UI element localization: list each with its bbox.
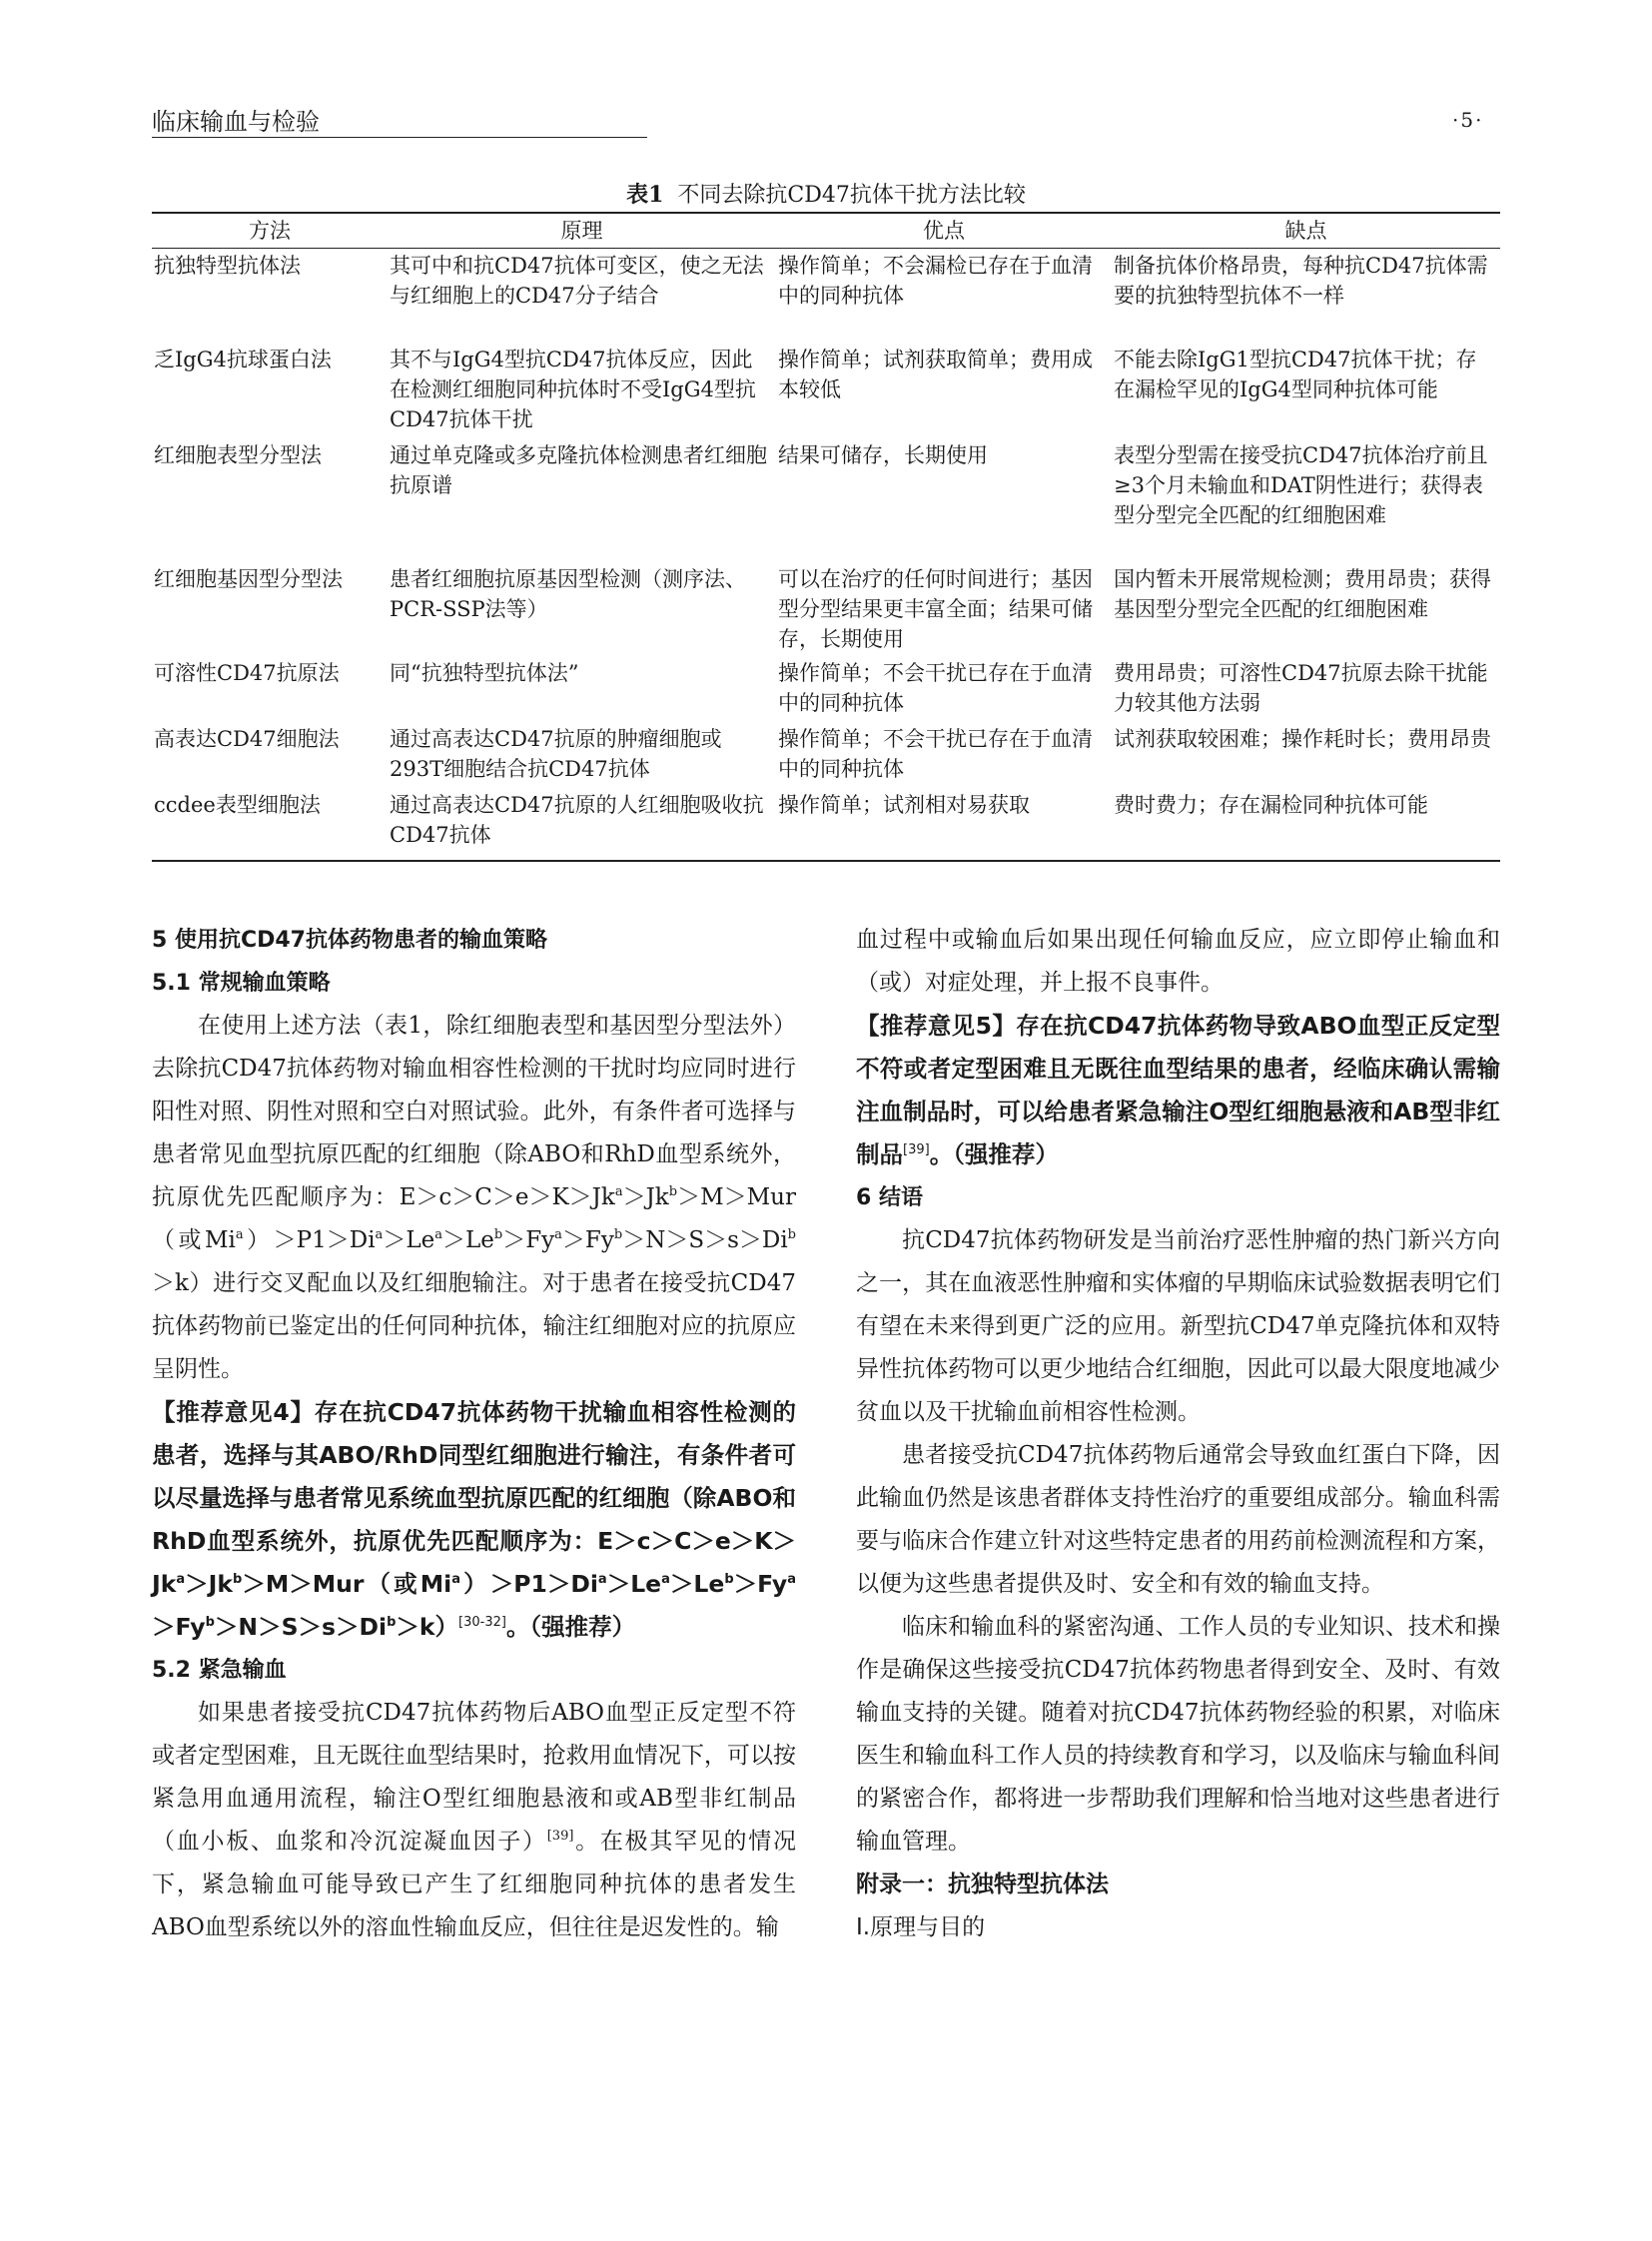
table-cell: 操作简单；试剂获取简单；费用成本较低 [778, 347, 1093, 401]
body-paragraph: 如果患者接受抗CD47抗体药物后ABO血型正反定型不符或者定型困难，且无既往血型结果时，抢救用血情况下，可以按紧急用血通用流程，输注O型红细胞悬液和或AB型非红制品（血小板、血浆和冷沉淀凝血因子）[39]。在极其罕见的情况下，紧急输血可能导致已产生了红细胞同种抗体的患者发生ABO血型系统以外的溶血性输血反应，但往往是迟发性的。输 [152, 1700, 797, 1940]
body-paragraph: 临床和输血科的紧密沟通、工作人员的专业知识、技术和操作是确保这些接受抗CD47抗体药物患者得到安全、及时、有效输血支持的关键。随着对抗CD47抗体药物经验的积累，对临床医生和输血科工作人员的持续教育和学习，以及临床与输血科间的紧密合作，都将进一步帮助我们理解和恰当地对这些患者进行输血管理。 [856, 1614, 1500, 1855]
table-cell: 红细胞表型分型法 [154, 442, 322, 467]
column-header: 缺点 [1112, 213, 1500, 249]
appendix-heading: 附录一：抗独特型抗体法 [856, 1871, 1109, 1897]
table-cell: 红细胞基因型分型法 [154, 566, 343, 591]
citation: [39] [903, 1142, 930, 1157]
table-cell: 同“抗独特型抗体法” [390, 660, 579, 685]
recommendation-5: 【推荐意见5】存在抗CD47抗体药物导致ABO血型正反定型不符或者定型困难且无既往血型结果的患者，经临床确认需输注血制品时，可以给患者紧急输注O型红细胞悬液和AB型非红制品[39]。（强推荐） [856, 1012, 1500, 1168]
page-number: ·5· [1452, 108, 1484, 132]
table-cell: 费用昂贵；可溶性CD47抗原去除干扰能力较其他方法弱 [1114, 660, 1488, 715]
body-paragraph: 抗CD47抗体药物研发是当前治疗恶性肿瘤的热门新兴方向之一，其在血液恶性肿瘤和实体瘤的早期临床试验数据表明它们有望在未来得到更广泛的应用。新型抗CD47单克隆抗体和双特异性抗体药物可以更少地结合红细胞，因此可以最大限度地减少贫血以及干扰输血前相容性检测。 [856, 1227, 1500, 1425]
table-cell: 表型分型需在接受抗CD47抗体治疗前且≥3个月未输血和DAT阴性进行；获得表型分型完全匹配的红细胞困难 [1114, 442, 1488, 527]
table-cell: 通过高表达CD47抗原的肿瘤细胞或293T细胞结合抗CD47抗体 [390, 726, 722, 781]
table-cell: 高表达CD47细胞法 [154, 726, 340, 751]
journal-title: 临床输血与检验 [152, 108, 320, 136]
table-caption-label: 表1 [626, 182, 664, 208]
body-paragraph: 在使用上述方法（表1，除红细胞表型和基因型分型法外）去除抗CD47抗体药物对输血相容性检测的干扰时均应同时进行阳性对照、阴性对照和空白对照试验。此外，有条件者可选择与患者常见血型抗原匹配的红细胞（除ABO和RhD血型系统外，抗原优先匹配顺序为：$E>c>C>e>K>Jk^a>Jk^b>M>Mur$（或$Mi^a)>P1>Di^a>Le^a>Le^b>Fy^a>Fy^b>N>S>s>Di^b>k$）进行交叉配血以及红细胞输注。对于患者在接受抗CD47抗体药物前已鉴定出的任何同种抗体，输注红细胞对应的抗原应呈阴性。 [152, 1013, 796, 1382]
table-cell: 费时费力；存在漏检同种抗体可能 [1112, 788, 1500, 861]
table-cell: 通过高表达CD47抗原的人红细胞吸收抗CD47抗体 [388, 788, 776, 861]
table-row [152, 343, 1500, 438]
table-cell: 不能去除IgG1型抗CD47抗体干扰；存在漏检罕见的IgG4型同种抗体可能 [1114, 347, 1477, 401]
section-heading: 6 结语 [856, 1185, 923, 1210]
table-cell: 试剂获取较困难；操作耗时长；费用昂贵 [1114, 726, 1491, 751]
citation: [30-32] [458, 1615, 506, 1630]
table-cell: 其不与IgG4型抗CD47抗体反应，因此在检测红细胞同种抗体时不受IgG4型抗CD47抗体干扰 [390, 347, 756, 431]
body-paragraph: 血过程中或输血后如果出现任何输血反应，应立即停止输血和（或）对症处理，并上报不良事件。 [856, 927, 1500, 996]
table-cell: 操作简单；不会干扰已存在于血清中的同种抗体 [778, 660, 1093, 715]
comparison-table [152, 212, 1500, 862]
table-cell: 抗独特型抗体法 [154, 254, 301, 278]
citation: [39] [546, 1829, 574, 1844]
column-header: 原理 [388, 213, 776, 249]
right-column [856, 919, 1500, 1949]
appendix-subheading: Ⅰ.原理与目的 [856, 1914, 986, 1940]
table-caption-text: 不同去除抗CD47抗体干扰方法比较 [677, 183, 1026, 208]
table-header-row [152, 213, 1500, 249]
table-caption [0, 178, 1652, 209]
table-cell: 其可中和抗CD47抗体可变区，使之无法与红细胞上的CD47分子结合 [390, 254, 764, 308]
table-cell: 可以在治疗的任何时间进行；基因型分型结果更丰富全面；结果可储存，长期使用 [778, 566, 1093, 651]
recommendation-4: 【推荐意见4】存在抗CD47抗体药物干扰输血相容性检测的患者，选择与其ABO/RhD同型红细胞进行输注，有条件者可以尽量选择与患者常见系统血型抗原匹配的红细胞（除ABO和RhD血型系统外，抗原优先匹配顺序为：$E>c>C>e>K>Jk^a>Jk^b>M>Mur$（或$Mi^a)>P1>Di^a>Le^a>Le^b>Fy^a>Fy^b>N>S>s>Di^b>k)[30-32]$。（强推荐） [152, 1398, 797, 1641]
table-cell: 操作简单；不会干扰已存在于血清中的同种抗体 [778, 726, 1093, 781]
table-cell: 制备抗体价格昂贵，每种抗CD47抗体需要的抗独特型抗体不一样 [1114, 254, 1488, 308]
table-cell: 可溶性CD47抗原法 [154, 660, 340, 685]
table-cell: 操作简单；不会漏检已存在于血清中的同种抗体 [778, 254, 1093, 308]
column-header: 方法 [152, 213, 388, 249]
table-row [152, 438, 1500, 562]
table-cell: 通过单克隆或多克隆抗体检测患者红细胞抗原谱 [390, 442, 767, 497]
table-cell: 操作简单；试剂相对易获取 [776, 788, 1112, 861]
section-heading: 5 使用抗CD47抗体药物患者的输血策略 [152, 928, 547, 953]
table-row [152, 249, 1500, 343]
column-header: 优点 [776, 213, 1112, 249]
table-cell: 结果可储存，长期使用 [778, 442, 988, 467]
table-cell: 患者红细胞抗原基因型检测（测序法、PCR-SSP法等） [390, 566, 746, 621]
table-row [152, 562, 1500, 656]
table-cell: 乏IgG4抗球蛋白法 [154, 347, 332, 372]
subsection-heading: 5.2 紧急输血 [152, 1658, 287, 1683]
header-rule [152, 137, 647, 138]
table-cell: ccdee表型细胞法 [152, 788, 388, 861]
left-column [152, 919, 796, 1949]
table-row [152, 656, 1500, 722]
table-row [152, 788, 1500, 861]
subsection-heading: 5.1 常规输血策略 [152, 971, 331, 996]
table-cell: 国内暂未开展常规检测；费用昂贵；获得基因型分型完全匹配的红细胞困难 [1114, 566, 1491, 621]
body-paragraph: 患者接受抗CD47抗体药物后通常会导致血红蛋白下降，因此输血仍然是该患者群体支持性治疗的重要组成部分。输血科需要与临床合作建立针对这些特定患者的用药前检测流程和方案，以便为这些患者提供及时、安全和有效的输血支持。 [856, 1442, 1500, 1597]
table-row [152, 722, 1500, 788]
